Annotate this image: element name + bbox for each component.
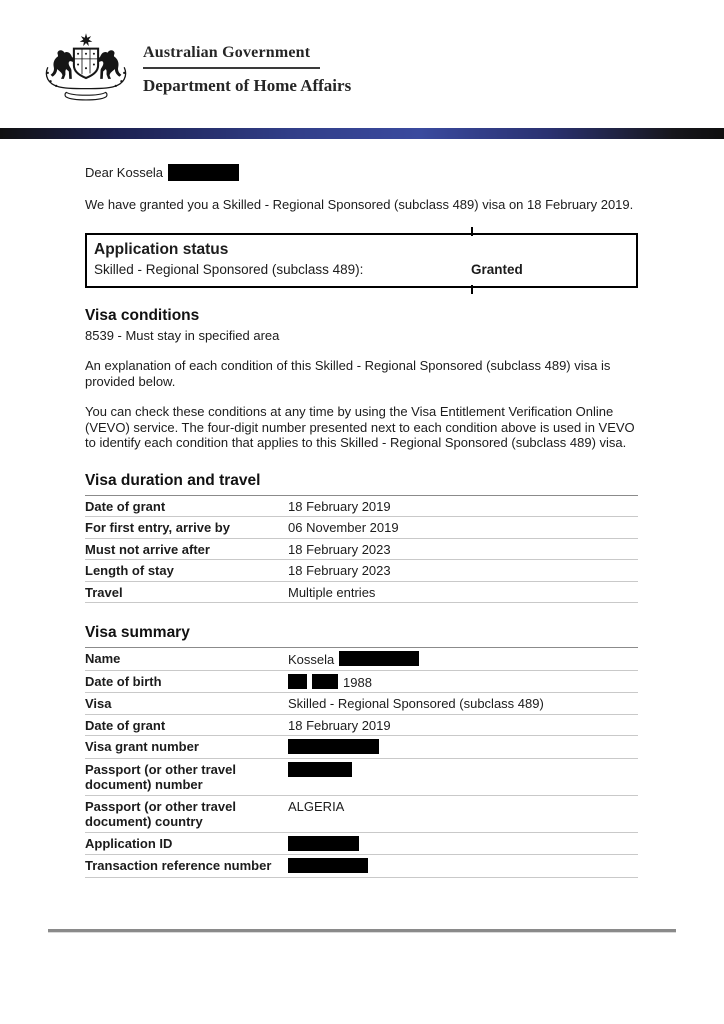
row-value	[288, 762, 638, 779]
condition-line: 8539 - Must stay in specified area	[85, 327, 280, 343]
value-text: 1988	[343, 674, 372, 690]
kangaroo-icon	[51, 50, 75, 79]
table-row	[85, 795, 638, 832]
redaction-box	[288, 674, 307, 689]
table-row	[85, 758, 638, 795]
intro-paragraph: We have granted you a Skilled - Regional Sponsored (subclass 489) visa on 18 February 2019.	[85, 197, 634, 212]
row-label: Passport (or other travel document) number	[85, 761, 236, 792]
conditions-explanation: An explanation of each condition of this Skilled - Regional Sponsored (subclass 489) visa is provided below.	[85, 358, 611, 389]
table-row	[85, 832, 638, 855]
table-row	[85, 559, 638, 581]
value-text: ALGERIA	[288, 798, 345, 814]
row-value	[288, 836, 638, 853]
value-text: 18 February 2023	[288, 563, 391, 578]
table-row	[85, 647, 638, 670]
row-label: Name	[85, 651, 121, 666]
department-title: Department of Home Affairs	[143, 76, 352, 95]
table-row	[85, 670, 638, 693]
value-text: 06 November 2019	[288, 520, 399, 535]
redaction-box	[168, 164, 239, 181]
row-value	[288, 651, 638, 668]
footer-rule	[48, 929, 676, 932]
row-label: Length of stay	[85, 563, 174, 578]
row-value	[288, 542, 638, 558]
value-text: Multiple entries	[288, 584, 376, 600]
row-value	[288, 674, 638, 691]
column-divider-tick	[471, 227, 473, 236]
redaction-box	[288, 836, 359, 851]
visa-conditions-title: Visa conditions	[85, 306, 200, 324]
visa-duration-table	[85, 495, 638, 604]
greeting-line	[85, 164, 638, 181]
status-label: Skilled - Regional Sponsored (subclass 489):	[94, 261, 364, 277]
visa-duration-title: Visa duration and travel	[85, 471, 261, 489]
table-row	[85, 516, 638, 538]
row-label: Visa	[85, 696, 112, 711]
application-status-row	[94, 261, 628, 279]
row-label: Visa grant number	[85, 739, 199, 754]
letterhead	[0, 0, 724, 112]
emu-icon	[97, 50, 121, 79]
row-value	[288, 739, 638, 756]
row-label: Date of birth	[85, 673, 162, 689]
row-label: For first entry, arrive by	[85, 520, 230, 535]
government-title: Australian Government	[143, 44, 311, 61]
row-value	[288, 563, 638, 579]
row-value	[288, 585, 638, 601]
table-row	[85, 854, 638, 877]
table-row	[85, 692, 638, 714]
visa-summary-table	[85, 647, 638, 878]
letterhead-divider	[143, 67, 320, 69]
header-gradient-bar	[0, 128, 724, 139]
table-row	[85, 538, 638, 560]
application-status-box	[85, 233, 638, 288]
row-label: Date of grant	[85, 498, 166, 514]
row-label: Transaction reference number	[85, 858, 272, 873]
table-row	[85, 714, 638, 736]
scroll-banner	[65, 92, 107, 99]
application-status-title: Application status	[94, 240, 229, 258]
row-label: Must not arrive after	[85, 541, 210, 557]
column-divider-tick	[471, 285, 473, 294]
commonwealth-star-icon	[80, 33, 93, 46]
redaction-box	[339, 651, 419, 666]
row-value	[288, 718, 638, 734]
redaction-box	[288, 739, 379, 754]
redaction-box	[288, 762, 352, 777]
vevo-note: You can check these conditions at any time by using the Visa Entitlement Verification Online (VEVO) service. The four-digit number presented next to each condition above is used in VEVO to identify each condition that applies to this Skilled - Regional Sponsored (subclass 489) visa.	[85, 404, 635, 450]
value-text: Kossela	[288, 652, 335, 667]
table-row	[85, 495, 638, 517]
value-text: 18 February 2019	[288, 717, 391, 733]
value-text: 18 February 2023	[288, 541, 391, 557]
row-value	[288, 799, 638, 815]
row-value	[288, 520, 638, 536]
row-label: Application ID	[85, 835, 173, 851]
value-text: Skilled - Regional Sponsored (subclass 489)	[288, 696, 544, 711]
row-value	[288, 858, 638, 875]
letter-body	[85, 164, 638, 878]
status-value: Granted	[471, 261, 523, 277]
redaction-box	[288, 858, 368, 873]
redaction-box	[312, 674, 338, 689]
greeting-text: Dear Kossela	[85, 165, 164, 180]
value-text: 18 February 2019	[288, 498, 391, 514]
row-label: Travel	[85, 584, 123, 600]
table-row	[85, 581, 638, 603]
table-row	[85, 735, 638, 758]
coat-of-arms-logo	[38, 30, 134, 112]
row-value	[288, 499, 638, 515]
row-label: Date of grant	[85, 717, 166, 733]
row-label: Passport (or other travel document) country	[85, 798, 236, 829]
letterhead-text	[143, 30, 351, 96]
visa-summary-title: Visa summary	[85, 624, 190, 641]
row-value	[288, 696, 638, 712]
